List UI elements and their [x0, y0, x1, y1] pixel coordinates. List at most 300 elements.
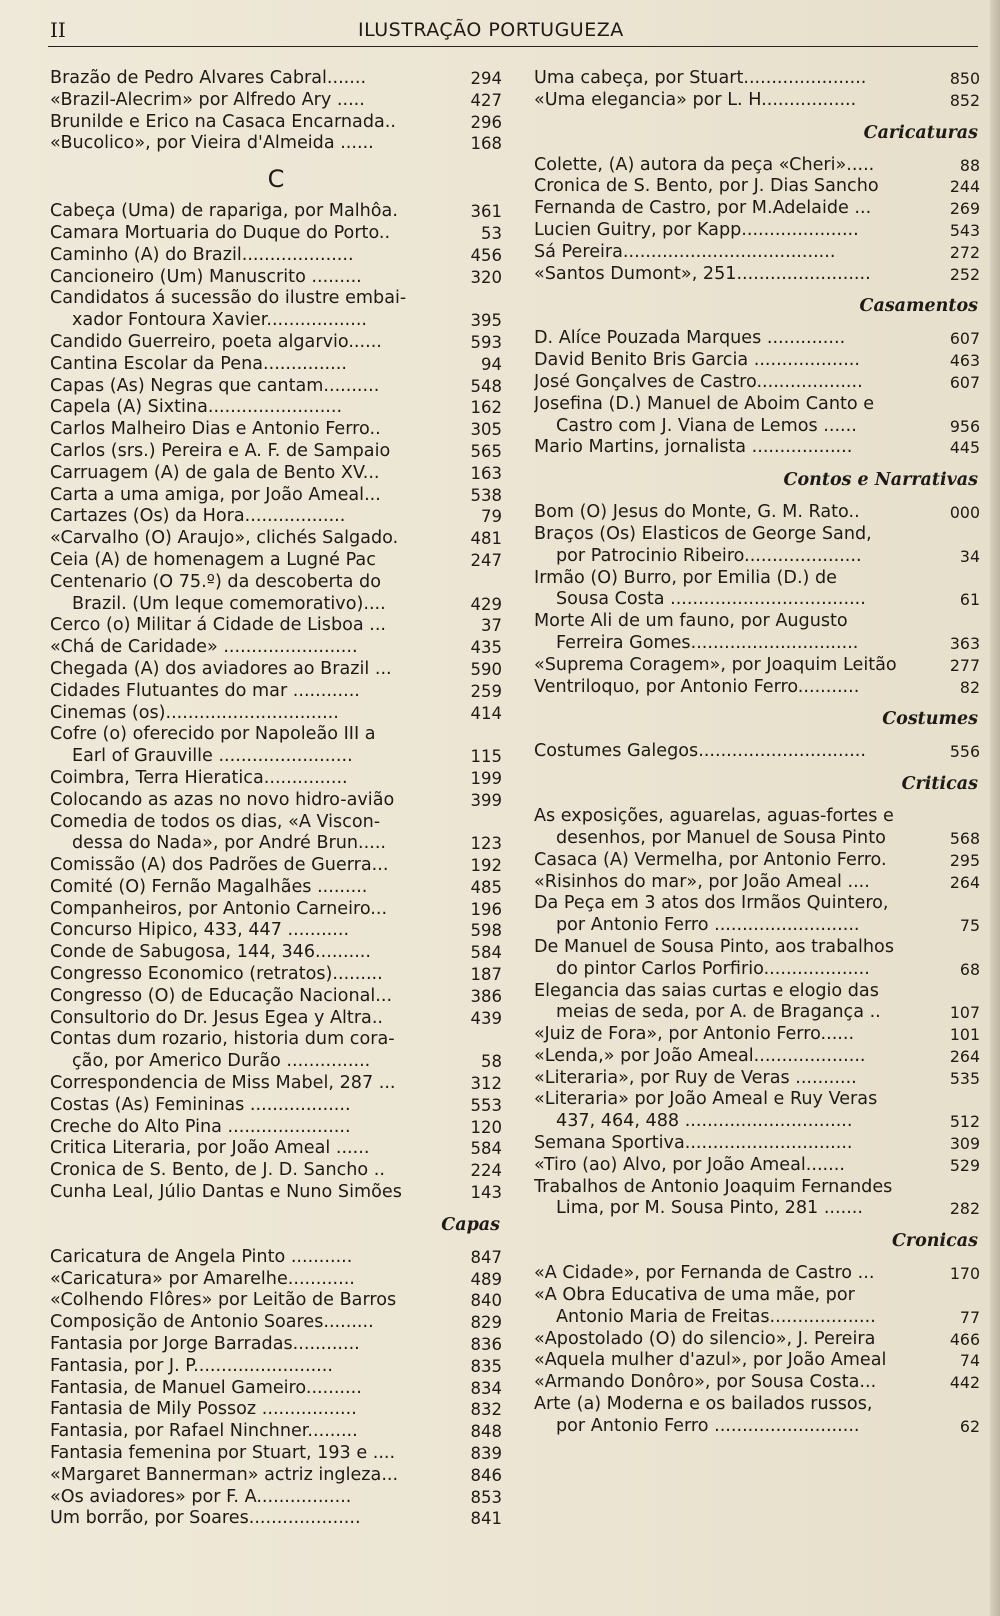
entry-page-number: 829: [470, 1313, 502, 1333]
entry-title: D. Alíce Pouzada Marques ..............: [534, 328, 846, 349]
index-entry-continuation: [534, 633, 980, 655]
index-entry: [534, 242, 980, 264]
entry-title: Fantasia de Mily Possoz .................: [50, 1399, 357, 1420]
entry-page-number: 853: [470, 1487, 502, 1507]
section-heading: Cronicas: [891, 1231, 978, 1252]
entry-title: «Juiz de Fora», por Antonio Ferro......: [534, 1024, 855, 1045]
entry-page-number: 53: [481, 223, 502, 243]
index-entry-continuation: [534, 915, 980, 937]
index-entry: [50, 1160, 502, 1182]
entry-page-number: 259: [470, 681, 502, 701]
entry-title: Cerco (o) Militar á Cidade de Lisboa ...: [50, 615, 387, 636]
entry-page-number: 320: [470, 267, 502, 287]
section-heading: Contos e Narrativas: [783, 470, 978, 491]
index-entry: [50, 397, 502, 419]
entry-page-number: 485: [470, 877, 502, 897]
entry-page-number: 305: [470, 420, 502, 440]
entry-page-number: 399: [470, 790, 502, 810]
index-entry: [534, 850, 980, 872]
left-index-column: [50, 68, 502, 1530]
entry-title: Brazil. (Um leque comemorativo)....: [72, 593, 386, 614]
entry-page-number: 852: [949, 90, 980, 110]
entry-page-number: 296: [470, 112, 502, 132]
entry-page-number: 120: [470, 1117, 502, 1137]
index-entry: [50, 245, 502, 267]
entry-title: por Antonio Ferro ..........................: [556, 1415, 860, 1436]
entry-title: «Colhendo Flôres» por Leitão de Barros: [50, 1290, 397, 1311]
index-entry: [50, 441, 502, 463]
entry-page-number: 840: [470, 1291, 502, 1311]
entry-page-number: 244: [949, 177, 980, 197]
entry-page-number: 192: [470, 856, 502, 876]
index-entry: [50, 768, 502, 790]
index-entry: [534, 1155, 980, 1177]
entry-page-number: 187: [470, 965, 502, 985]
index-entry: [50, 1334, 502, 1356]
entry-page-number: 846: [470, 1465, 502, 1485]
index-entry: [50, 1182, 502, 1204]
index-entry: [534, 1285, 980, 1307]
entry-page-number: 61: [959, 590, 980, 610]
entry-title: meias de seda, por A. de Bragança ..: [556, 1002, 881, 1023]
entry-title: Chegada (A) dos aviadores ao Brazil ...: [50, 658, 392, 679]
entry-page-number: 535: [949, 1068, 980, 1088]
index-entry: [50, 528, 502, 550]
entry-title: por Antonio Ferro ..........................: [556, 915, 860, 936]
index-entry: [50, 1073, 502, 1095]
entry-page-number: 832: [470, 1400, 502, 1420]
entry-title: «Suprema Coragem», por Joaquim Leitão: [534, 654, 897, 675]
index-entry: [534, 155, 980, 177]
entry-page-number: 835: [470, 1356, 502, 1376]
entry-page-number: 848: [470, 1422, 502, 1442]
entry-page-number: 956: [949, 416, 980, 436]
index-entry-continuation: [534, 828, 980, 850]
entry-title: Congresso Economico (retratos).........: [50, 964, 383, 985]
entry-title: Capela (A) Sixtina........................: [50, 397, 343, 418]
entry-title: «Uma elegancia» por L. H.................: [534, 89, 857, 110]
running-title: ILUSTRAÇÃO PORTUGUEZA: [358, 19, 624, 41]
entry-title: «A Obra Educativa de uma mãe, por: [534, 1285, 855, 1306]
entry-page-number: 163: [470, 463, 502, 483]
index-entry: [50, 485, 502, 507]
entry-title: Coimbra, Terra Hieratica...............: [50, 767, 348, 788]
entry-page-number: 309: [949, 1134, 980, 1154]
entry-title: Brazão de Pedro Alvares Cabral.......: [50, 68, 367, 88]
entry-title: Fantasia, por Rafael Ninchner.........: [50, 1421, 358, 1442]
entry-title: Semana Sportiva..............................: [534, 1133, 853, 1154]
index-entry: [534, 1089, 980, 1111]
entry-page-number: 593: [470, 332, 502, 352]
entry-page-number: 162: [470, 398, 502, 418]
index-entry: [50, 703, 502, 725]
entry-page-number: 277: [949, 655, 980, 675]
index-entry: [50, 1312, 502, 1334]
entry-title: «Caricatura» por Amarelhe............: [50, 1268, 355, 1289]
entry-title: Comedia de todos os dias, «A Viscon-: [50, 811, 381, 832]
entry-title: «Armando Donôro», por Sousa Costa...: [534, 1372, 877, 1393]
section-heading: Caricaturas: [863, 122, 978, 143]
index-entry: [50, 942, 502, 964]
index-entry: [50, 332, 502, 354]
index-entry: [50, 964, 502, 986]
entry-title: Candido Guerreiro, poeta algarvio......: [50, 331, 382, 352]
index-entry: [534, 1177, 980, 1199]
index-entry: [534, 90, 980, 112]
entry-title: «Lenda,» por João Ameal....................: [534, 1045, 866, 1066]
entry-title: Lima, por M. Sousa Pinto, 281 .......: [556, 1198, 863, 1219]
entry-title: «Chá de Caridade» ........................: [50, 637, 358, 658]
index-entry: [50, 1399, 502, 1421]
index-entry: [50, 899, 502, 921]
entry-page-number: 584: [470, 1139, 502, 1159]
index-entry: [50, 615, 502, 637]
index-entry-continuation: [534, 959, 980, 981]
entry-title: As exposições, aguarelas, aguas-fortes e: [534, 806, 894, 827]
index-entry: [50, 855, 502, 877]
index-entry: [534, 372, 980, 394]
entry-title: Consultorio do Dr. Jesus Egea y Altra..: [50, 1007, 384, 1028]
section-heading: Casamentos: [859, 296, 978, 317]
entry-page-number: 79: [481, 507, 502, 527]
entry-page-number: 101: [949, 1025, 980, 1045]
section-heading: Criticas: [901, 774, 978, 795]
index-entry: [534, 1329, 980, 1351]
index-entry-continuation: [534, 1307, 980, 1329]
entry-title: Arte (a) Moderna e os bailados russos,: [534, 1394, 873, 1415]
entry-title: Caminho (A) do Brazil....................: [50, 244, 354, 265]
index-entry: [534, 1394, 980, 1416]
index-entry: [50, 288, 502, 310]
index-entry: [50, 1008, 502, 1030]
index-entry: [50, 68, 502, 90]
index-entry: [50, 1117, 502, 1139]
entry-title: xador Fontoura Xavier..................: [72, 310, 368, 331]
entry-title: Elegancia das saias curtas e elogio das: [534, 980, 879, 1001]
index-entry: [50, 267, 502, 289]
entry-title: «Literaria» por João Ameal e Ruy Veras: [534, 1089, 878, 1110]
entry-title: «Tiro (ao) Alvo, por João Ameal.......: [534, 1154, 845, 1175]
entry-page-number: 445: [949, 438, 980, 458]
entry-page-number: 512: [949, 1112, 980, 1132]
index-entry-continuation: [534, 1002, 980, 1024]
index-entry: [534, 394, 980, 416]
entry-page-number: 386: [470, 986, 502, 1006]
entry-title: Bom (O) Jesus do Monte, G. M. Rato..: [534, 502, 860, 523]
entry-page-number: 224: [470, 1161, 502, 1181]
entry-page-number: 584: [470, 943, 502, 963]
entry-page-number: 199: [470, 768, 502, 788]
entry-page-number: 94: [481, 354, 502, 374]
entry-title: Fantasia femenina por Stuart, 193 e ....: [50, 1443, 396, 1464]
entry-page-number: 395: [470, 311, 502, 331]
entry-title: Fernanda de Castro, por M.Adelaide ...: [534, 198, 872, 219]
entry-title: Cofre (o) oferecido por Napoleão III a: [50, 724, 376, 745]
entry-title: Morte Ali de um fauno, por Augusto: [534, 611, 848, 632]
entry-title: Earl of Grauville ........................: [72, 746, 353, 767]
entry-page-number: 247: [470, 550, 502, 570]
entry-title: Cabeça (Uma) de rapariga, por Malhôa.: [50, 201, 398, 222]
entry-page-number: 123: [470, 834, 502, 854]
entry-title: Carruagem (A) de gala de Bento XV...: [50, 462, 380, 483]
entry-page-number: 295: [949, 850, 980, 870]
entry-page-number: 294: [470, 69, 502, 88]
index-entry-continuation: [50, 594, 502, 616]
entry-page-number: 529: [949, 1155, 980, 1175]
entry-page-number: 553: [470, 1095, 502, 1115]
entry-title: Trabalhos de Antonio Joaquim Fernandes: [534, 1176, 893, 1197]
index-entry: [50, 986, 502, 1008]
index-entry: [50, 223, 502, 245]
entry-page-number: 82: [959, 677, 980, 697]
entry-title: Cancioneiro (Um) Manuscrito .........: [50, 266, 362, 287]
entry-page-number: 75: [959, 916, 980, 936]
entry-title: Costumes Galegos..............................: [534, 741, 866, 762]
index-entry-continuation: [534, 546, 980, 568]
entry-title: Ferreira Gomes..............................: [556, 632, 859, 653]
entry-title: José Gonçalves de Castro...................: [534, 371, 863, 392]
entry-title: Ventriloquo, por Antonio Ferro...........: [534, 676, 860, 697]
entry-page-number: 607: [949, 329, 980, 349]
entry-page-number: 456: [470, 245, 502, 265]
entry-title: Comité (O) Fernão Magalhães .........: [50, 876, 368, 897]
index-entry: [534, 611, 980, 633]
entry-title: Cinemas (os)...............................: [50, 702, 339, 723]
entry-title: «A Cidade», por Fernanda de Castro ...: [534, 1263, 875, 1284]
entry-title: Antonio Maria de Freitas...................: [556, 1306, 876, 1327]
entry-page-number: 74: [959, 1351, 980, 1371]
index-entry-continuation: [534, 589, 980, 611]
entry-title: Uma cabeça, por Stuart......................: [534, 68, 867, 88]
entry-title: «Risinhos do mar», por João Ameal ....: [534, 871, 870, 892]
index-entry: [50, 1138, 502, 1160]
entry-title: Centenario (O 75.º) da descoberta do: [50, 571, 381, 592]
entry-title: «Margaret Bannerman» actriz ingleza...: [50, 1464, 399, 1485]
index-entry-continuation: [50, 1051, 502, 1073]
entry-title: David Benito Bris Garcia ...................: [534, 350, 860, 371]
index-entry: [50, 1421, 502, 1443]
entry-page-number: 590: [470, 659, 502, 679]
index-entry: [534, 198, 980, 220]
index-entry: [50, 877, 502, 899]
entry-page-number: 272: [949, 242, 980, 262]
entry-page-number: 312: [470, 1074, 502, 1094]
entry-page-number: 834: [470, 1378, 502, 1398]
entry-page-number: 429: [470, 594, 502, 614]
index-entry: [50, 659, 502, 681]
entry-title: Carta a uma amiga, por João Ameal...: [50, 484, 381, 505]
index-entry: [50, 724, 502, 746]
entry-title: Caricatura de Angela Pinto ...........: [50, 1246, 353, 1267]
entry-title: Cartazes (Os) da Hora..................: [50, 506, 346, 527]
entry-page-number: 88: [959, 155, 980, 175]
index-entry: [50, 1356, 502, 1378]
index-entry: [534, 893, 980, 915]
index-entry: [50, 637, 502, 659]
entry-title: Cantina Escolar da Pena...............: [50, 353, 347, 374]
section-heading: Costumes: [882, 709, 978, 730]
index-entry: [50, 1465, 502, 1487]
entry-title: Comissão (A) dos Padrões de Guerra...: [50, 855, 389, 876]
entry-page-number: 427: [470, 90, 502, 110]
entry-page-number: 34: [959, 546, 980, 566]
entry-page-number: 77: [959, 1307, 980, 1327]
entry-page-number: 264: [949, 872, 980, 892]
entry-title: Critica Literaria, por João Ameal ......: [50, 1138, 370, 1159]
index-entry: [534, 741, 980, 763]
index-entry: [534, 655, 980, 677]
entry-title: desenhos, por Manuel de Sousa Pinto: [556, 827, 886, 848]
entry-page-number: 442: [949, 1373, 980, 1393]
index-entry: [50, 572, 502, 594]
entry-page-number: 363: [949, 633, 980, 653]
entry-page-number: 548: [470, 376, 502, 396]
page-edge: [990, 0, 1000, 1616]
index-entry: [50, 920, 502, 942]
entry-page-number: 607: [949, 372, 980, 392]
section-heading: Capas: [441, 1214, 500, 1235]
entry-page-number: 361: [470, 202, 502, 222]
index-entry: [534, 220, 980, 242]
entry-page-number: 143: [470, 1183, 502, 1203]
page-header: [48, 16, 978, 47]
index-entry: [50, 681, 502, 703]
entry-title: Ceia (A) de homenagem a Lugné Pac: [50, 549, 376, 570]
index-entry: [534, 677, 980, 699]
index-entry: [50, 90, 502, 112]
index-entry: [50, 1508, 502, 1530]
index-entry: [534, 1133, 980, 1155]
entry-title: «Santos Dumont», 251........................: [534, 263, 871, 284]
entry-page-number: 847: [470, 1247, 502, 1267]
entry-title: Creche do Alto Pina ......................: [50, 1116, 351, 1137]
entry-title: «Brazil-Alecrim» por Alfredo Ary .....: [50, 89, 365, 110]
entry-page-number: 836: [470, 1335, 502, 1355]
entry-page-number: 556: [949, 742, 980, 762]
entry-title: ção, por Americo Durão ...............: [72, 1051, 371, 1072]
entry-title: Composição de Antonio Soares.........: [50, 1312, 374, 1333]
index-entry: [534, 328, 980, 350]
index-entry: [50, 419, 502, 441]
entry-title: «Literaria», por Ruy de Veras ...........: [534, 1067, 857, 1088]
entry-title: Irmão (O) Burro, por Emilia (D.) de: [534, 567, 838, 588]
index-entry: [50, 1443, 502, 1465]
index-entry: [50, 1029, 502, 1051]
index-entry: [50, 354, 502, 376]
index-entry: [50, 133, 502, 155]
entry-title: Mario Martins, jornalista ..................: [534, 437, 853, 458]
entry-page-number: 598: [470, 921, 502, 941]
index-entry: [534, 176, 980, 198]
entry-title: Carlos Malheiro Dias e Antonio Ferro..: [50, 419, 381, 440]
entry-title: Cidades Flutuantes do mar ............: [50, 680, 360, 701]
index-entry: [50, 201, 502, 223]
entry-title: Castro com J. Viana de Lemos ......: [556, 415, 857, 436]
entry-title: Braços (Os) Elasticos de George Sand,: [534, 523, 872, 544]
entry-page-number: 68: [959, 959, 980, 979]
index-entry-continuation: [534, 1111, 980, 1133]
index-entry-continuation: [534, 1198, 980, 1220]
entry-title: Cronica de S. Bento, de J. D. Sancho ..: [50, 1160, 385, 1181]
entry-title: «Carvalho (O) Araujo», clichés Salgado.: [50, 528, 399, 549]
entry-page-number: 538: [470, 485, 502, 505]
index-entry: [534, 1024, 980, 1046]
entry-title: Cronica de S. Bento, por J. Dias Sancho: [534, 176, 879, 197]
entry-title: Companheiros, por Antonio Carneiro...: [50, 898, 388, 919]
index-entry: [50, 112, 502, 134]
entry-page-number: 841: [470, 1509, 502, 1529]
entry-page-number: 439: [470, 1008, 502, 1028]
entry-title: por Patrocinio Ribeiro.....................: [556, 545, 862, 566]
entry-title: Fantasia, de Manuel Gameiro..........: [50, 1377, 362, 1398]
entry-page-number: 264: [949, 1046, 980, 1066]
entry-title: Sousa Costa ...................................: [556, 589, 866, 610]
entry-title: Concurso Hipico, 433, 447 ...........: [50, 920, 350, 941]
section-letter: C: [267, 165, 285, 194]
index-entry: [50, 1095, 502, 1117]
index-entry: [534, 524, 980, 546]
index-entry: [50, 463, 502, 485]
entry-page-number: 282: [949, 1199, 980, 1219]
entry-title: Congresso (O) de Educação Nacional...: [50, 985, 393, 1006]
entry-title: dessa do Nada», por André Brun.....: [72, 833, 387, 854]
entry-page-number: 58: [481, 1052, 502, 1072]
entry-title: Carlos (srs.) Pereira e A. F. de Sampaio: [50, 440, 391, 461]
index-entry: [50, 790, 502, 812]
entry-page-number: 839: [470, 1444, 502, 1464]
entry-page-number: 435: [470, 638, 502, 658]
entry-page-number: 170: [949, 1264, 980, 1284]
index-entry: [534, 68, 980, 90]
index-entry: [50, 1378, 502, 1400]
entry-page-number: 62: [959, 1416, 980, 1436]
entry-page-number: 565: [470, 441, 502, 461]
entry-title: «Apostolado (O) do silencio», J. Pereira: [534, 1328, 876, 1349]
entry-title: Fantasia por Jorge Barradas............: [50, 1334, 360, 1355]
entry-title: Sá Pereira......................................: [534, 241, 836, 262]
index-entry: [50, 812, 502, 834]
entry-title: 437, 464, 488 ..............................: [556, 1111, 853, 1132]
index-entry-continuation: [534, 1416, 980, 1438]
index-entry-continuation: [50, 746, 502, 768]
index-entry-continuation: [50, 310, 502, 332]
page-number: II: [50, 18, 66, 42]
entry-title: do pintor Carlos Porfirio...................: [556, 958, 870, 979]
index-entry: [534, 350, 980, 372]
entry-title: Lucien Guitry, por Kapp.....................: [534, 219, 859, 240]
entry-title: De Manuel de Sousa Pinto, aos trabalhos: [534, 936, 894, 957]
entry-page-number: 481: [470, 529, 502, 549]
index-entry: [50, 1269, 502, 1291]
entry-title: «Os aviadores» por F. A.................: [50, 1486, 352, 1507]
entry-title: Correspondencia de Miss Mabel, 287 ...: [50, 1073, 396, 1094]
entry-title: Fantasia, por J. P.........................: [50, 1355, 333, 1376]
entry-page-number: 196: [470, 899, 502, 919]
entry-title: Conde de Sabugosa, 144, 346..........: [50, 942, 371, 963]
entry-page-number: 543: [949, 220, 980, 240]
entry-title: Colette, (A) autora da peça «Cheri».....: [534, 154, 875, 175]
entry-title: Contas dum rozario, historia dum cora-: [50, 1029, 395, 1050]
index-entry: [534, 264, 980, 286]
entry-title: Candidatos á sucessão do ilustre embai-: [50, 288, 407, 309]
index-entry: [534, 872, 980, 894]
index-entry: [534, 1350, 980, 1372]
entry-title: Casaca (A) Vermelha, por Antonio Ferro.: [534, 849, 887, 870]
index-entry: [534, 981, 980, 1003]
index-entry: [50, 376, 502, 398]
entry-title: «Aquela mulher d'azul», por João Ameal: [534, 1350, 887, 1371]
entry-title: Cunha Leal, Júlio Dantas e Nuno Simões: [50, 1182, 402, 1203]
